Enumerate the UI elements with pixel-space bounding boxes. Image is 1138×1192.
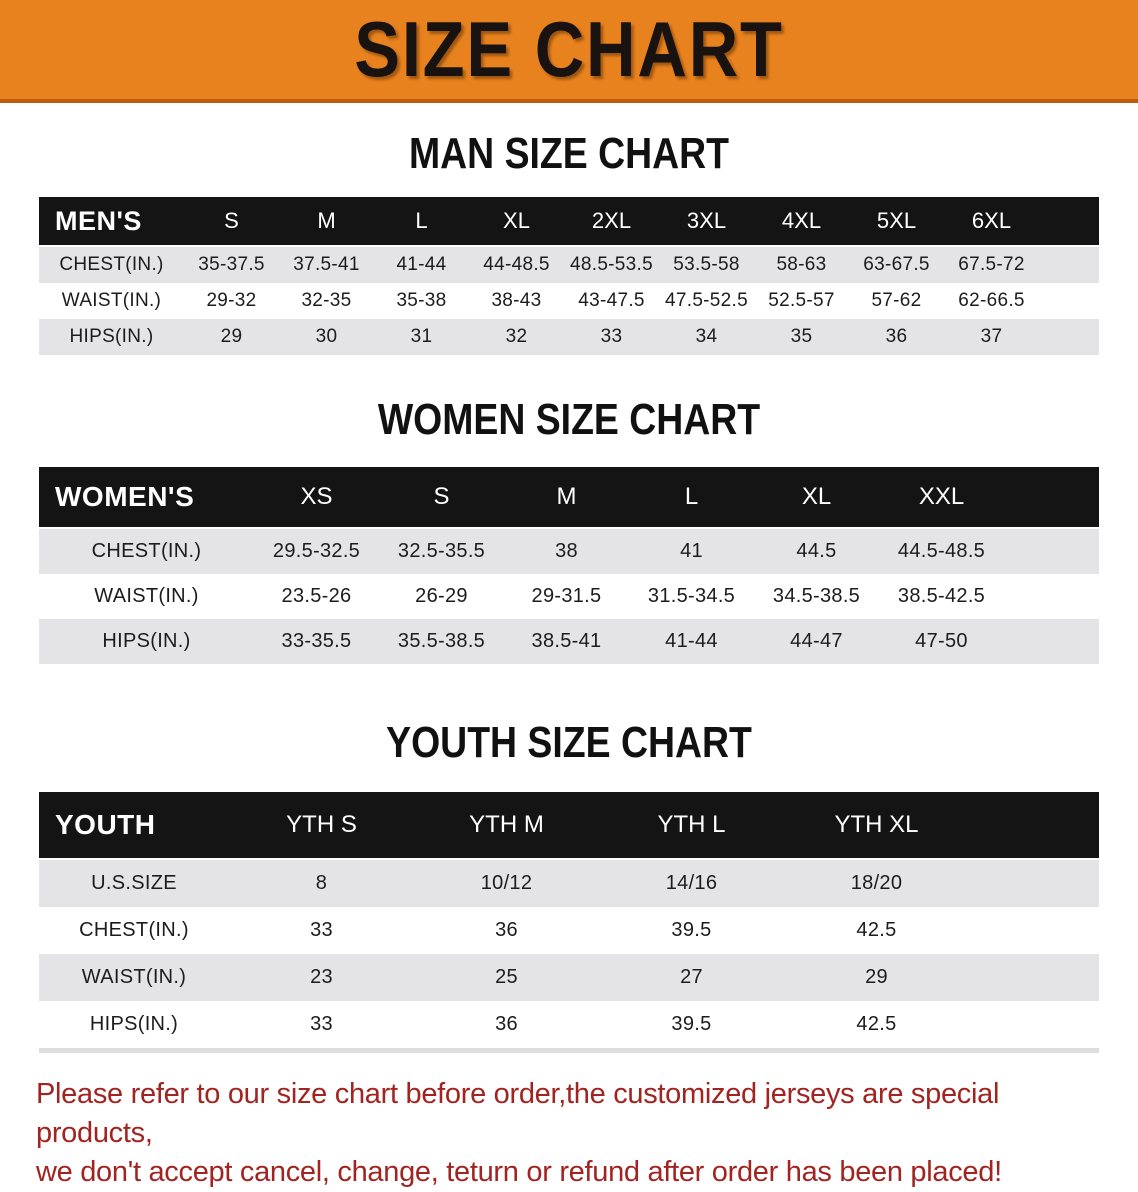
measurement-value: 41	[680, 540, 703, 562]
youth-section-heading: YOUTH SIZE CHART	[386, 718, 752, 767]
measurement-value: 36	[885, 326, 908, 347]
header-filler-cell	[1039, 197, 1099, 246]
womens-size-table	[39, 467, 1099, 664]
table-title-cell: YOUTH	[39, 792, 229, 859]
measurement-value: 34.5-38.5	[772, 585, 861, 607]
header-filler-cell	[969, 792, 1099, 859]
measurement-row	[39, 574, 1099, 619]
size-column-header: S	[184, 197, 279, 246]
measurement-row	[39, 907, 1099, 954]
size-column-header: YTH S	[229, 792, 414, 859]
size-column-header: YTH M	[414, 792, 599, 859]
size-column-header: 6XL	[944, 197, 1039, 246]
measurement-value: 38	[555, 540, 578, 562]
row-filler-cell	[1039, 246, 1099, 283]
measurement-value: 67.5-72	[958, 254, 1025, 275]
header-filler-cell	[1004, 467, 1099, 528]
measurement-value: 57-62	[871, 290, 922, 311]
measurement-value: 8	[315, 872, 328, 894]
measurement-value: 35	[790, 326, 813, 347]
measurement-value: 37	[980, 326, 1003, 347]
disclaimer-line-1: Please refer to our size chart before order,the customized jerseys are special products,	[36, 1078, 1000, 1149]
size-column-header: YTH L	[599, 792, 784, 859]
measurement-value: 62-66.5	[958, 290, 1025, 311]
measurement-value: 58-63	[776, 254, 827, 275]
size-column-header: L	[374, 197, 469, 246]
measurement-value: 47.5-52.5	[665, 290, 748, 311]
measurement-value: 41-44	[665, 630, 718, 652]
row-filler-cell	[1004, 619, 1099, 664]
measurement-label: WAIST(IN.)	[81, 966, 187, 988]
measurement-label: CHEST(IN.)	[91, 540, 202, 562]
measurement-value: 47-50	[915, 630, 968, 652]
size-column-header: XL	[754, 467, 879, 528]
measurement-value: 37.5-41	[293, 254, 360, 275]
size-column-header: XXL	[879, 467, 1004, 528]
measurement-label: U.S.SIZE	[91, 872, 177, 894]
size-table-header-row	[39, 467, 1099, 528]
measurement-row	[39, 319, 1099, 355]
measurement-row	[39, 954, 1099, 1001]
measurement-value: 39.5	[671, 919, 712, 941]
measurement-value: 33-35.5	[281, 630, 352, 652]
measurement-value: 44-48.5	[483, 254, 550, 275]
measurement-value: 41-44	[396, 254, 447, 275]
row-filler-cell	[969, 1001, 1099, 1051]
measurement-value: 30	[315, 326, 338, 347]
measurement-value: 35-38	[396, 290, 447, 311]
measurement-value: 23	[310, 966, 333, 988]
size-table-header-row	[39, 792, 1099, 859]
size-chart-banner	[0, 0, 1138, 103]
size-column-header: 2XL	[564, 197, 659, 246]
size-column-header: XS	[254, 467, 379, 528]
measurement-value: 32	[505, 326, 528, 347]
size-column-header: M	[279, 197, 374, 246]
measurement-value: 38.5-42.5	[897, 585, 986, 607]
measurement-value: 10/12	[480, 872, 533, 894]
measurement-value: 39.5	[671, 1013, 712, 1035]
measurement-label: HIPS(IN.)	[102, 630, 191, 652]
size-column-header: XL	[469, 197, 564, 246]
measurement-value: 33	[600, 326, 623, 347]
measurement-value: 44.5-48.5	[897, 540, 986, 562]
measurement-value: 27	[680, 966, 703, 988]
measurement-value: 36	[495, 1013, 518, 1035]
measurement-label: CHEST(IN.)	[59, 254, 164, 275]
measurement-value: 43-47.5	[578, 290, 645, 311]
size-column-header: 5XL	[849, 197, 944, 246]
measurement-value: 33	[310, 1013, 333, 1035]
measurement-value: 32.5-35.5	[397, 540, 486, 562]
measurement-value: 44.5	[796, 540, 837, 562]
measurement-value: 35-37.5	[198, 254, 265, 275]
banner-title: SIZE CHART	[354, 5, 784, 93]
youth-size-table	[39, 792, 1099, 1053]
measurement-row	[39, 859, 1099, 907]
measurement-value: 23.5-26	[281, 585, 352, 607]
row-filler-cell	[1039, 283, 1099, 319]
measurement-value: 14/16	[665, 872, 718, 894]
measurement-label: WAIST(IN.)	[61, 290, 162, 311]
row-filler-cell	[969, 907, 1099, 954]
measurement-value: 29-31.5	[531, 585, 602, 607]
measurement-value: 42.5	[856, 1013, 897, 1035]
measurement-value: 53.5-58	[673, 254, 740, 275]
size-table-header-row	[39, 197, 1099, 246]
measurement-row	[39, 619, 1099, 664]
size-column-header: L	[629, 467, 754, 528]
mens-size-table	[39, 197, 1099, 355]
measurement-value: 52.5-57	[768, 290, 835, 311]
disclaimer-note	[0, 1075, 1138, 1192]
measurement-row	[39, 528, 1099, 574]
measurement-row	[39, 246, 1099, 283]
measurement-value: 38-43	[491, 290, 542, 311]
measurement-value: 34	[695, 326, 718, 347]
measurement-value: 35.5-38.5	[397, 630, 486, 652]
measurement-value: 44-47	[790, 630, 843, 652]
table-title-cell: WOMEN'S	[39, 467, 254, 528]
measurement-label: WAIST(IN.)	[94, 585, 199, 607]
measurement-value: 29.5-32.5	[272, 540, 361, 562]
size-column-header: M	[504, 467, 629, 528]
measurement-value: 29	[220, 326, 243, 347]
measurement-value: 38.5-41	[531, 630, 602, 652]
size-column-header: 4XL	[754, 197, 849, 246]
measurement-value: 29-32	[206, 290, 257, 311]
measurement-value: 48.5-53.5	[570, 254, 653, 275]
row-filler-cell	[1039, 319, 1099, 355]
measurement-value: 31.5-34.5	[647, 585, 736, 607]
table-title-cell: MEN'S	[39, 197, 184, 246]
men-section-heading: MAN SIZE CHART	[409, 129, 729, 178]
measurement-row	[39, 1001, 1099, 1051]
measurement-value: 26-29	[415, 585, 468, 607]
measurement-value: 29	[865, 966, 888, 988]
measurement-value: 31	[410, 326, 433, 347]
women-section-heading: WOMEN SIZE CHART	[377, 395, 761, 444]
row-filler-cell	[1004, 528, 1099, 574]
row-filler-cell	[969, 954, 1099, 1001]
measurement-label: CHEST(IN.)	[79, 919, 189, 941]
size-column-header: S	[379, 467, 504, 528]
row-filler-cell	[969, 859, 1099, 907]
measurement-value: 36	[495, 919, 518, 941]
measurement-value: 18/20	[850, 872, 903, 894]
measurement-value: 42.5	[856, 919, 897, 941]
measurement-value: 63-67.5	[863, 254, 930, 275]
measurement-value: 33	[310, 919, 333, 941]
measurement-label: HIPS(IN.)	[89, 1013, 179, 1035]
size-column-header: YTH XL	[784, 792, 969, 859]
measurement-row	[39, 283, 1099, 319]
measurement-value: 25	[495, 966, 518, 988]
row-filler-cell	[1004, 574, 1099, 619]
measurement-value: 32-35	[301, 290, 352, 311]
size-column-header: 3XL	[659, 197, 754, 246]
disclaimer-line-2: we don't accept cancel, change, teturn or refund after order has been placed!	[36, 1156, 1002, 1188]
measurement-label: HIPS(IN.)	[69, 326, 154, 347]
